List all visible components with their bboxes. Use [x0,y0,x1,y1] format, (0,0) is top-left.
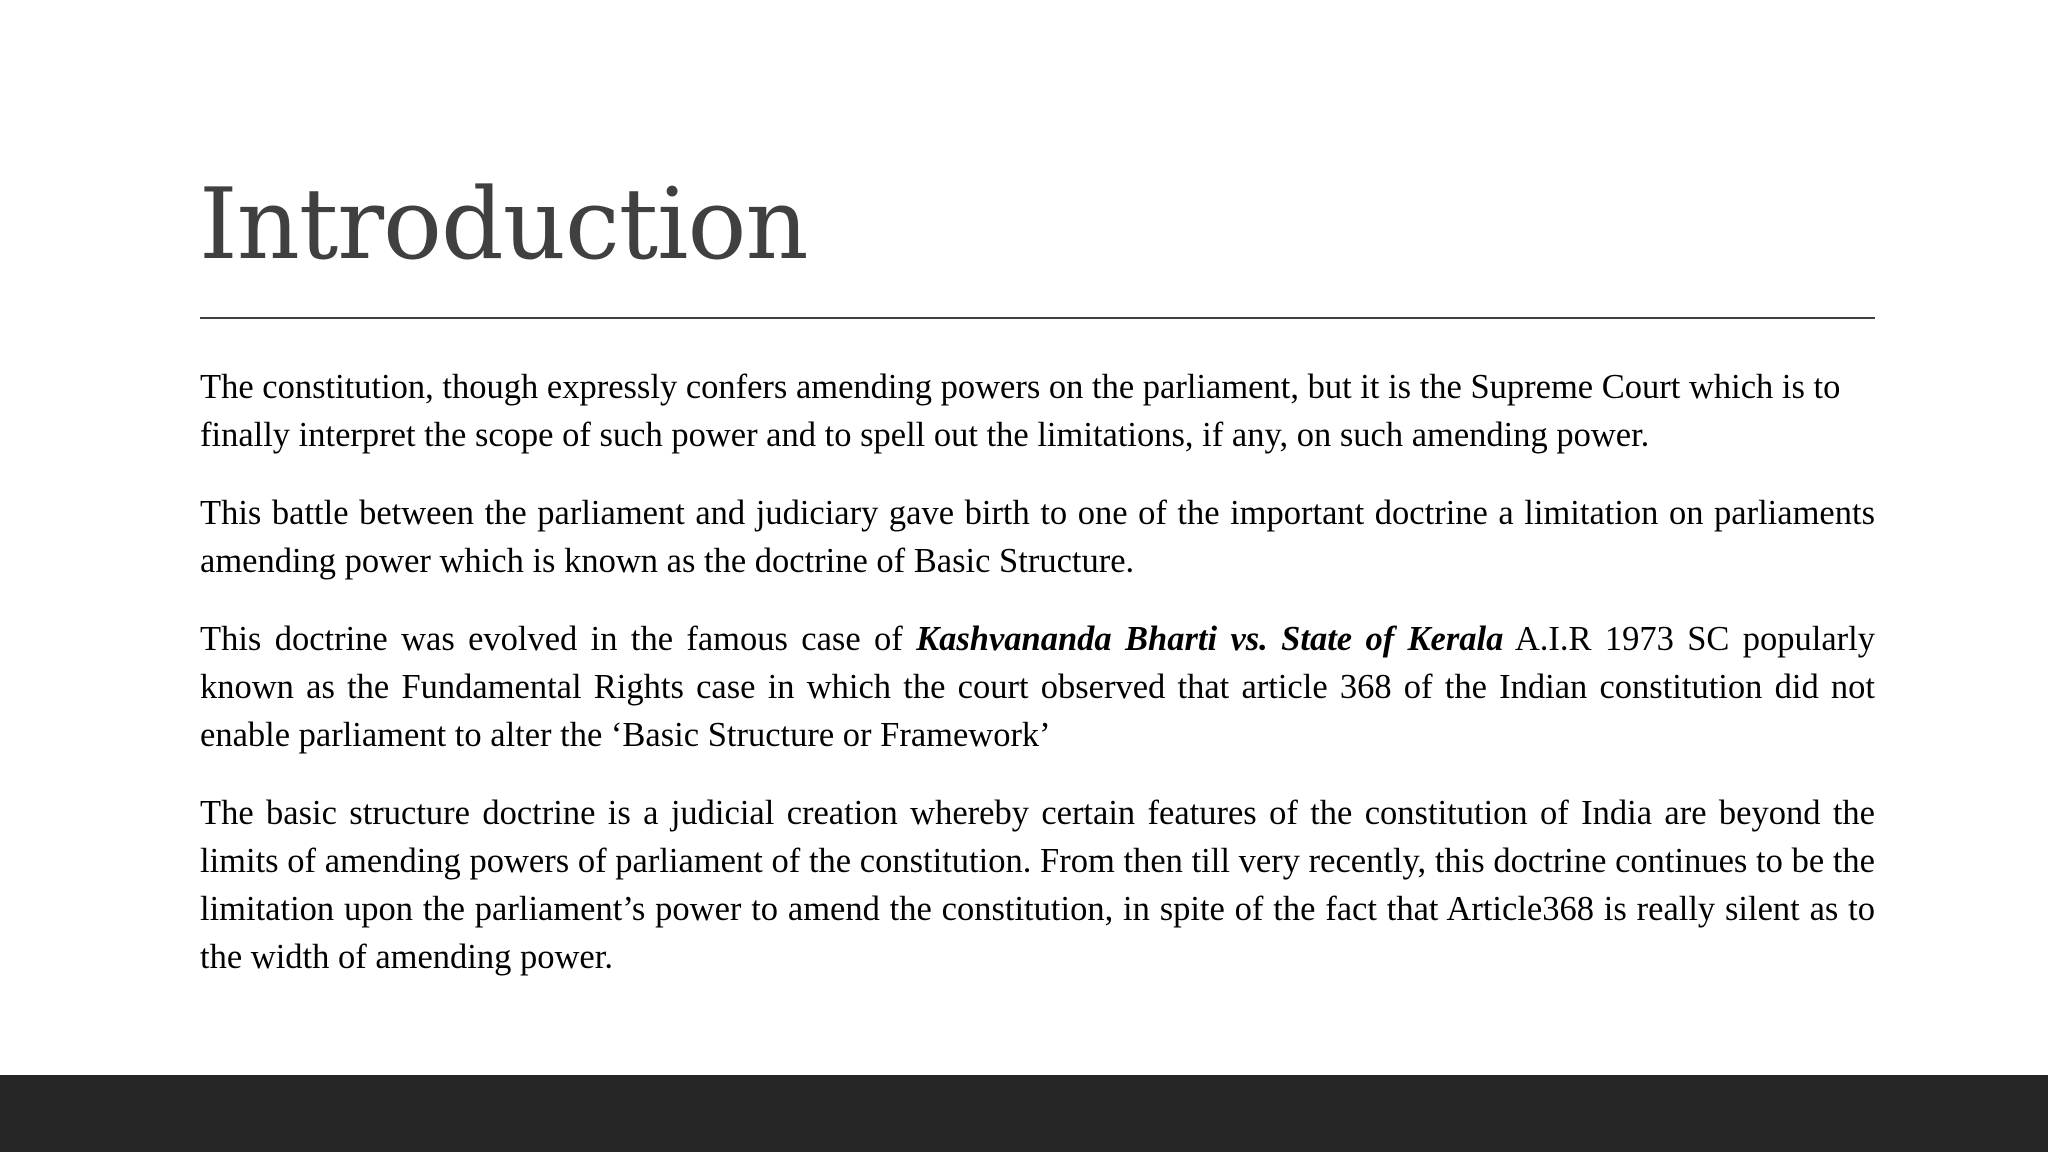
paragraph-2: This battle between the parliament and judiciary gave birth to one of the important doctrine a limitation on parliaments amending power which is known as the doctrine of Basic Structure. [200,494,1875,580]
case-citation: Kashvananda Bharti vs. State of Kerala [916,620,1504,658]
paragraph-3-rest: A.I.R 1973 SC popularly known as the Fundamental Rights case in which the court observed that article 368 of the Indian constitution did not enable parliament to alter the ‘Basic Structure or Framework’ [200,620,1876,754]
paragraph-3-intro: This doctrine was evolved in the famous case of [200,620,917,658]
paragraph-1: The constitution, though expressly confers amending powers on the parliament, but it is the Supreme Court which is to finally interpret the scope of such power and to spell out the limitations, if any, on such amending power. [200,368,1841,454]
footer-band [0,1075,2048,1152]
slide-title: Introduction [199,168,808,282]
title-divider [200,317,1875,319]
slide-body [200,363,1875,981]
paragraph-3 [200,615,1875,759]
paragraph-4: The basic structure doctrine is a judicial creation whereby certain features of the constitution of India are beyond the limits of amending powers of parliament of the constitution. From then till very recently, this doctrine continues to be the limitation upon the parliament’s power to amend the constitution, in spite of the fact that Article368 is really silent as to the width of amending power. [200,794,1875,976]
